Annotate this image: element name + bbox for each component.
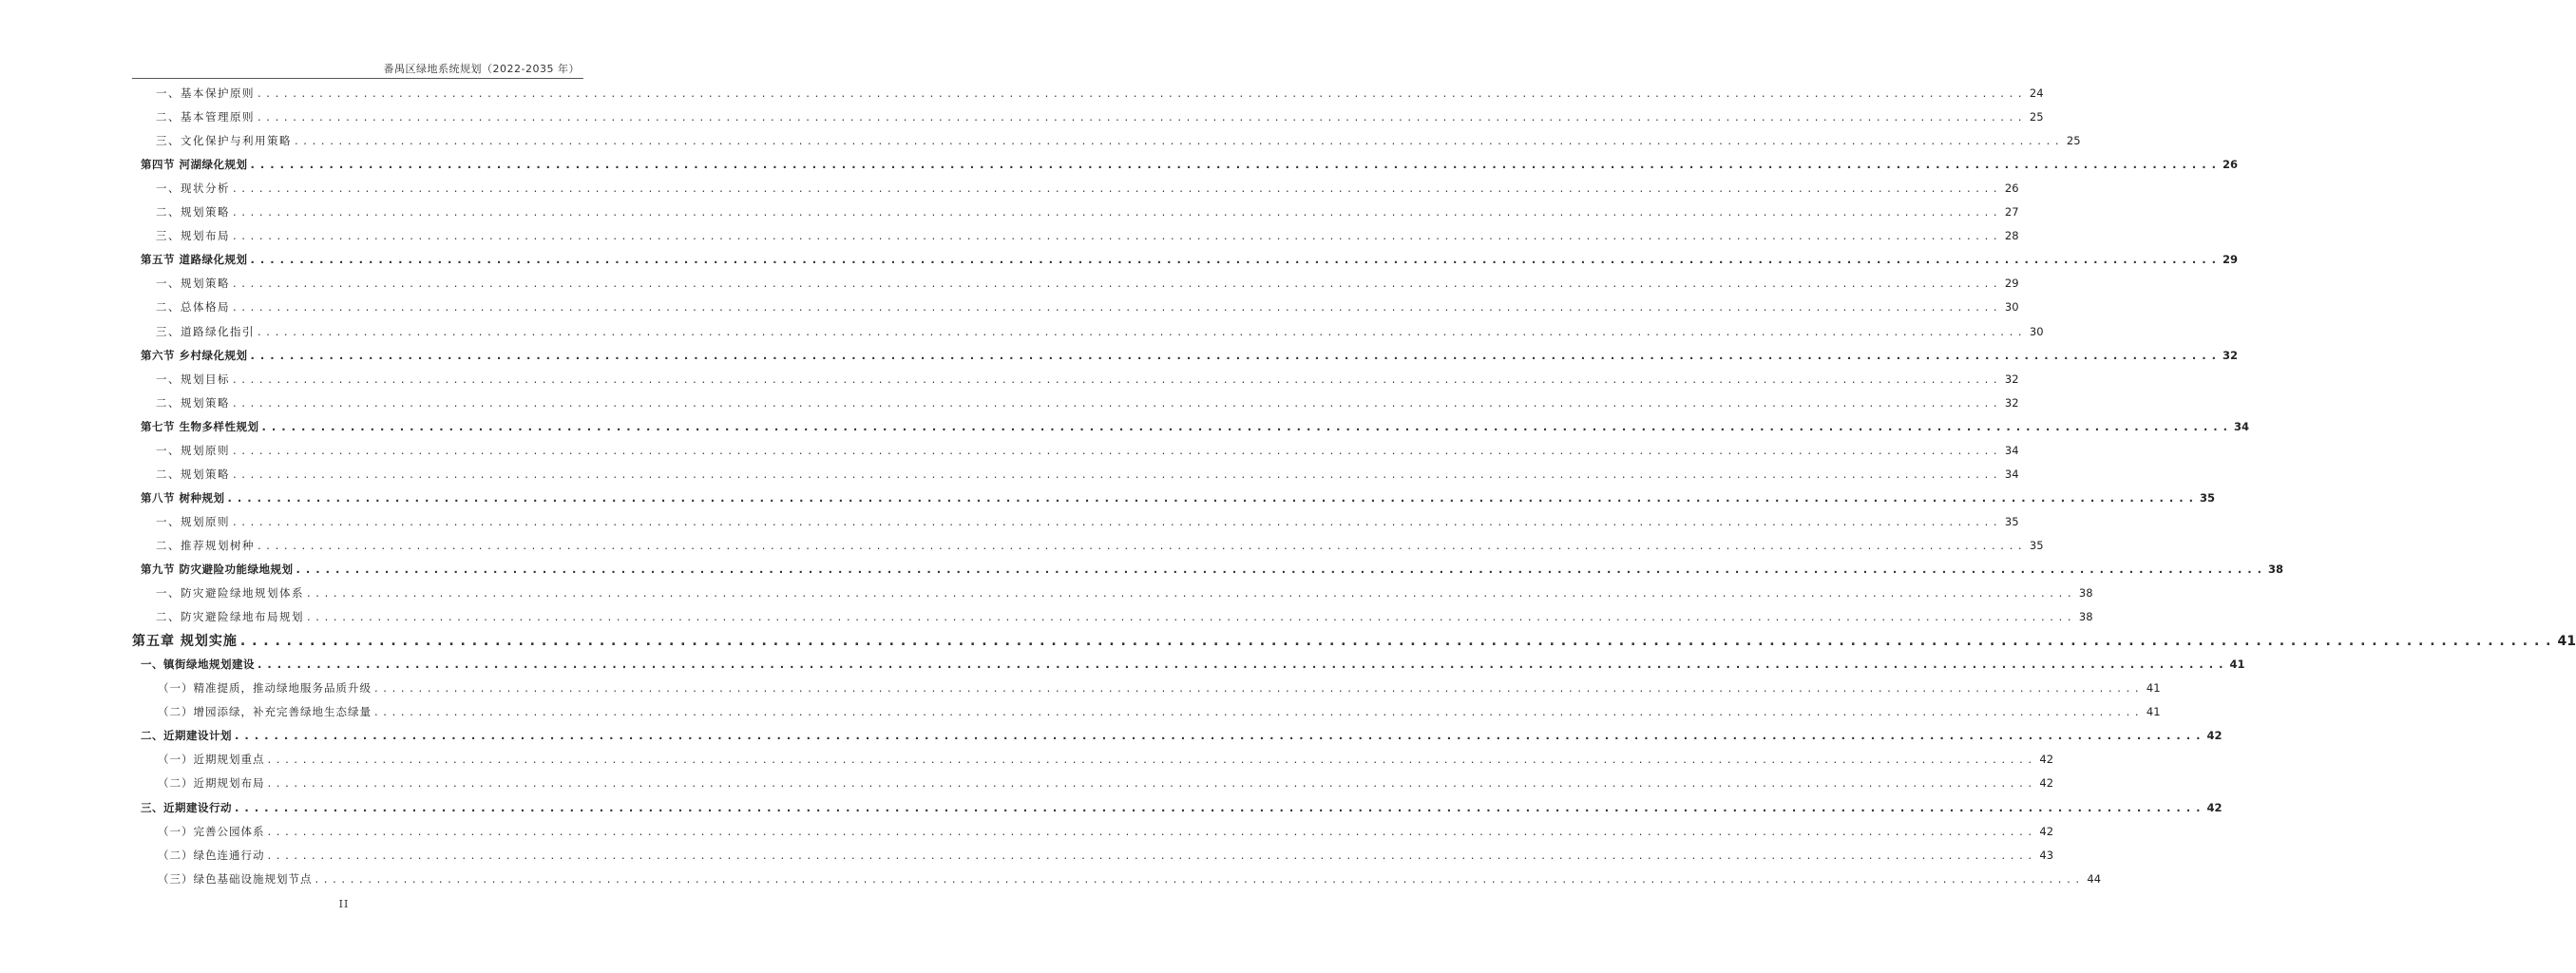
toc-entry-page: 29: [2004, 277, 2019, 291]
toc-dot-leader: . . . . . . . . . . . . . . . . . . . . . . . . . . . . . . . . . . . . . . . . . . . . . . . . . . . . . . . . . . . . . . . . . . . . . . . . . . . . . . . . . . . . . . . . . . . . . . . . . . . . . . . . . . . . . . . . . . . . . . . . . . . . . . . . . . . . . . . . . . . . . . . . . . . . . . . . . . . . . . . . . . . . . . . . . . . . . . . . . . . . . . . . . . . . . . . . . . . . . . . .: [315, 871, 2081, 886]
page-number: II: [338, 898, 350, 910]
toc-dot-leader: . . . . . . . . . . . . . . . . . . . . . . . . . . . . . . . . . . . . . . . . . . . . . . . . . . . . . . . . . . . . . . . . . . . . . . . . . . . . . . . . . . . . . . . . . . . . . . . . . . . . . . . . . . . . . . . . . . . . . . . . . . . . . . . . . . . . . . . . . . . . . . . . . . . . . . . . . . . . . . . . . . . . . . . . . . . . . . . . . . . . . . . . . . . . . . . . . . . . . . . .: [233, 395, 1998, 410]
toc-entry[interactable]: [156, 133, 2081, 148]
toc-entry-title: 三、文化保护与利用策略: [156, 134, 292, 148]
toc-entry-page: 27: [2004, 205, 2019, 219]
toc-entry-title: 二、规划策略: [156, 205, 230, 219]
toc-entry-title: 二、防灾避险绿地布局规划: [156, 610, 304, 624]
toc-entry[interactable]: [141, 419, 2249, 434]
toc-entry-page: 30: [2004, 300, 2019, 315]
toc-dot-leader: . . . . . . . . . . . . . . . . . . . . . . . . . . . . . . . . . . . . . . . . . . . . . . . . . . . . . . . . . . . . . . . . . . . . . . . . . . . . . . . . . . . . . . . . . . . . . . . . . . . . . . . . . . . . . . . . . . . . . . . . . . . . . . . . . . . . . . . . . . . . . . . . . . . . . . . . . . . . . . . . . . . . . . . . . . . . . . . . . . . . . . . . . . . . . . . . . . . . . . . .: [374, 681, 2140, 696]
toc-dot-leader: . . . . . . . . . . . . . . . . . . . . . . . . . . . . . . . . . . . . . . . . . . . . . . . . . . . . . . . . . . . . . . . . . . . . . . . . . . . . . . . . . . . . . . . . . . . . . . . . . . . . . . . . . . . . . . . . . . . . . . . . . . . . . . . . . . . . . . . . . . . . . . . . . . . . . . . . . . . . . . . . . . . . . . . . . . . . . . . . . . . . . . . . . . . . . . . . . . . . . . . .: [233, 372, 1998, 386]
toc-entry[interactable]: [156, 109, 2044, 124]
toc-entry-title: 二、基本管理原则: [156, 110, 255, 124]
toc-entry-page: 42: [2039, 753, 2054, 767]
toc-dot-leader: . . . . . . . . . . . . . . . . . . . . . . . . . . . . . . . . . . . . . . . . . . . . . . . . . . . . . . . . . . . . . . . . . . . . . . . . . . . . . . . . . . . . . . . . . . . . . . . . . . . . . . . . . . . . . . . . . . . . . . . . . . . . . . . . . . . . . . . . . . . . . . . . . . . . . . . . . . . . . . . . . . . . . . . . . . . . . . . . . . . . . . . . . . . . . . . . . . . . . . . .: [307, 586, 2072, 601]
toc-dot-leader: . . . . . . . . . . . . . . . . . . . . . . . . . . . . . . . . . . . . . . . . . . . . . . . . . . . . . . . . . . . . . . . . . . . . . . . . . . . . . . . . . . . . . . . . . . . . . . . . . . . . . . . . . . . . . . . . . . . . . . . . . . . . . . . . . . . . . . . . . . . . . . . . . . . . . . . . . . . . . . . . . . . . . . . . . . . . . . . . . . . . . . . . . . . . . . . . . . . . . . . .: [233, 514, 1998, 528]
toc-entry[interactable]: [141, 728, 2223, 743]
toc-dot-leader: . . . . . . . . . . . . . . . . . . . . . . . . . . . . . . . . . . . . . . . . . . . . . . . . . . . . . . . . . . . . . . . . . . . . . . . . . . . . . . . . . . . . . . . . . . . . . . . . . . . . . . . . . . . . . . . . . . . . . . . . . . . . . . . . . . . . . . . . . . . . . . . . . . . . . . . . . . . . . . . . . . . . . . . . . . . . . . . . . . . . . . . . . . . . . . . . . . . . . . . .: [250, 348, 2217, 362]
toc-dot-leader: . . . . . . . . . . . . . . . . . . . . . . . . . . . . . . . . . . . . . . . . . . . . . . . . . . . . . . . . . . . . . . . . . . . . . . . . . . . . . . . . . . . . . . . . . . . . . . . . . . . . . . . . . . . . . . . . . . . . . . . . . . . . . . . . . . . . . . . . . . . . . . . . . . . . . . . . . . . . . . . . . . . . . . . . . . . . . . . . . . . . . . . . . . . . . . . . . . . . . . . .: [267, 848, 2033, 862]
toc-dot-leader: . . . . . . . . . . . . . . . . . . . . . . . . . . . . . . . . . . . . . . . . . . . . . . . . . . . . . . . . . . . . . . . . . . . . . . . . . . . . . . . . . . . . . . . . . . . . . . . . . . . . . . . . . . . . . . . . . . . . . . . . . . . . . . . . . . . . . . . . . . . . . . . . . . . . . . . . . . . . . . . . . . . . . . . . . . . . . . . . . . . . . . . . . . . . . . . . . . . . . . . .: [267, 776, 2033, 791]
toc-dot-leader: . . . . . . . . . . . . . . . . . . . . . . . . . . . . . . . . . . . . . . . . . . . . . . . . . . . . . . . . . . . . . . . . . . . . . . . . . . . . . . . . . . . . . . . . . . . . . . . . . . . . . . . . . . . . . . . . . . . . . . . . . . . . . . . . . . . . . . . . . . . . . . . . . . . . . . . . . . . . . . . . . . . . . . . . . . . . . . . . . . . . . . . . . . . . . . . . . . . . . . . .: [258, 538, 2023, 552]
toc-entry[interactable]: [158, 752, 2054, 767]
toc-entry-title: 二、规划策略: [156, 395, 230, 410]
toc-entry-page: 42: [2039, 776, 2054, 791]
toc-entry-page: 41: [2146, 705, 2161, 719]
toc-entry-title: 第六节 乡村绿化规划: [141, 348, 248, 362]
toc-entry-title: 一、现状分析: [156, 181, 230, 196]
toc-entry-page: 34: [2004, 443, 2019, 457]
toc-entry[interactable]: [156, 181, 2019, 196]
toc-entry-page: 32: [2004, 372, 2019, 386]
toc-dot-leader: . . . . . . . . . . . . . . . . . . . . . . . . . . . . . . . . . . . . . . . . . . . . . . . . . . . . . . . . . . . . . . . . . . . . . . . . . . . . . . . . . . . . . . . . . . . . . . . . . . . . . . . . . . . . . . . . . . . . . . . . . . . . . . . . . . . . . . . . . . . . . . . . . . . . . . . . . . . . . . . . . . . . . . . . . . . . . . . . . . . . . . . . . . . . . . . . . . . . . . . .: [374, 705, 2140, 719]
toc-entry-title: 一、镇街绿地规划建设: [141, 658, 255, 672]
toc-entry-title: 第五章 规划实施: [132, 634, 238, 650]
toc-entry-page: 26: [2222, 158, 2238, 172]
toc-entry[interactable]: [156, 585, 2093, 601]
toc-entry-title: 第五节 道路绿化规划: [141, 253, 248, 267]
toc-dot-leader: . . . . . . . . . . . . . . . . . . . . . . . . . . . . . . . . . . . . . . . . . . . . . . . . . . . . . . . . . . . . . . . . . . . . . . . . . . . . . . . . . . . . . . . . . . . . . . . . . . . . . . . . . . . . . . . . . . . . . . . . . . . . . . . . . . . . . . . . . . . . . . . . . . . . . . . . . . . . . . . . . . . . . . . . . . . . . . . . . . . . . . . . . . . . . . . . . . . . . . . .: [258, 658, 2224, 672]
toc-entry[interactable]: [156, 324, 2044, 339]
toc-dot-leader: . . . . . . . . . . . . . . . . . . . . . . . . . . . . . . . . . . . . . . . . . . . . . . . . . . . . . . . . . . . . . . . . . . . . . . . . . . . . . . . . . . . . . . . . . . . . . . . . . . . . . . . . . . . . . . . . . . . . . . . . . . . . . . . . . . . . . . . . . . . . . . . . . . . . . . . . . . . . . . . . . . . . . . . . . . . . . . . . . . . . . . . . . . . . . . . . . . . . . . . .: [235, 729, 2202, 743]
toc-entry-page: 42: [2206, 729, 2223, 743]
toc-entry-page: 35: [2199, 490, 2215, 505]
toc-entry-page: 26: [2004, 181, 2019, 196]
toc-dot-leader: . . . . . . . . . . . . . . . . . . . . . . . . . . . . . . . . . . . . . . . . . . . . . . . . . . . . . . . . . . . . . . . . . . . . . . . . . . . . . . . . . . . . . . . . . . . . . . . . . . . . . . . . . . . . . . . . . . . . . . . . . . . . . . . . . . . . . . . . . . . . . . . . . . . . . . . . . . . . . . . . . . . . . . . . . . . . . . . . . . . . . . . . . . . . . . . . . . . . . . . .: [233, 467, 1998, 481]
toc-entry-title: 第四节 河湖绿化规划: [141, 158, 248, 172]
toc-entry-title: 一、规划目标: [156, 372, 230, 386]
toc-entry[interactable]: [156, 538, 2044, 553]
toc-entry-title: （一）精准提质，推动绿地服务品质升级: [158, 681, 372, 696]
toc-entry[interactable]: [156, 204, 2019, 219]
toc-entry-page: 42: [2206, 800, 2223, 814]
toc-entry-title: （一）完善公园体系: [158, 824, 265, 838]
toc-entry[interactable]: [158, 824, 2054, 839]
toc-entry-page: 35: [2029, 538, 2044, 552]
toc-entry[interactable]: [156, 86, 2044, 101]
toc-entry[interactable]: [141, 252, 2238, 267]
toc-entry[interactable]: [141, 157, 2238, 172]
toc-dot-leader: . . . . . . . . . . . . . . . . . . . . . . . . . . . . . . . . . . . . . . . . . . . . . . . . . . . . . . . . . . . . . . . . . . . . . . . . . . . . . . . . . . . . . . . . . . . . . . . . . . . . . . . . . . . . . . . . . . . . . . . . . . . . . . . . . . . . . . . . . . . . . . . . . . . . . . . . . . . . . . . . . . . . . . . . . . . . . . . . . . . . . . . . . . . . . . . . . . . . . . . .: [267, 753, 2033, 767]
toc-entry[interactable]: [141, 348, 2238, 363]
toc-entry[interactable]: [141, 657, 2245, 672]
toc-entry[interactable]: [156, 372, 2019, 387]
toc-entry-title: （二）增园添绿，补充完善绿地生态绿量: [158, 705, 372, 719]
toc-entry-page: 25: [2066, 134, 2081, 148]
toc-entry[interactable]: [158, 775, 2054, 791]
toc-entry-title: （二）近期规划布局: [158, 776, 265, 791]
toc-dot-leader: . . . . . . . . . . . . . . . . . . . . . . . . . . . . . . . . . . . . . . . . . . . . . . . . . . . . . . . . . . . . . . . . . . . . . . . . . . . . . . . . . . . . . . . . . . . . . . . . . . . . . . . . . . . . . . . . . . . . . . . . . . . . . . . . . . . . . . . . . . . . . . . . . . . . . . . . . . . . . . . . . . . . . . . . . . . . . . . . . . . . . . . . . . . . . . . . . . . . . . . .: [258, 86, 2023, 100]
toc-entry-page: 28: [2004, 229, 2019, 243]
toc-entry-page: 38: [2078, 610, 2093, 624]
toc-entry[interactable]: [156, 299, 2019, 315]
toc-entry[interactable]: [156, 467, 2019, 482]
toc-entry[interactable]: [158, 871, 2102, 887]
toc-entry-title: 二、总体格局: [156, 300, 230, 315]
toc-entry[interactable]: [141, 562, 2283, 577]
toc-entry-title: 第九节 防灾避险功能绿地规划: [141, 563, 294, 576]
toc-dot-leader: . . . . . . . . . . . . . . . . . . . . . . . . . . . . . . . . . . . . . . . . . . . . . . . . . . . . . . . . . . . . . . . . . . . . . . . . . . . . . . . . . . . . . . . . . . . . . . . . . . . . . . . . . . . . . . . . . . . . . . . . . . . . . . . . . . . . . . . . . . . . . . . . . . . . . . . . . . . . . . . . . . . . . . . . . . . . . . . . . . . . . . . . . . . . . . . . . . . . . . . .: [267, 824, 2033, 838]
toc-entry-title: 三、规划布局: [156, 229, 230, 243]
toc-entry-title: （三）绿色基础设施规划节点: [158, 871, 313, 886]
toc-entry-title: 一、规划原则: [156, 443, 230, 457]
toc-dot-leader: . . . . . . . . . . . . . . . . . . . . . . . . . . . . . . . . . . . . . . . . . . . . . . . . . . . . . . . . . . . . . . . . . . . . . . . . . . . . . . . . . . . . . . . . . . . . . . . . . . . . . . . . . . . . . . . . . . . . . . . . . . . . . . . . . . . . . . . . . . . . . . . . . . . . . . . . . . . . . . . . . . . . . . . . . . . . . . . . . . . . . . . . . . . . . . . . . . . . . . . .: [233, 181, 1998, 196]
toc-entry[interactable]: [156, 276, 2019, 291]
toc-entry-page: 24: [2029, 86, 2044, 100]
toc-entry-page: 30: [2029, 324, 2044, 338]
toc-entry-title: （二）绿色连通行动: [158, 848, 265, 862]
toc-entry-title: 三、道路绿化指引: [156, 324, 255, 338]
toc-entry-page: 29: [2222, 253, 2238, 267]
toc-dot-leader: . . . . . . . . . . . . . . . . . . . . . . . . . . . . . . . . . . . . . . . . . . . . . . . . . . . . . . . . . . . . . . . . . . . . . . . . . . . . . . . . . . . . . . . . . . . . . . . . . . . . . . . . . . . . . . . . . . . . . . . . . . . . . . . . . . . . . . . . . . . . . . . . . . . . . . . . . . . . . . . . . . . . . . . . . . . . . . . . . . . . . . . . . . . . . . . . . . . . . . . .: [227, 490, 2194, 505]
toc-entry-page: 32: [2004, 395, 2019, 410]
toc-entry-page: 25: [2029, 110, 2044, 124]
toc-entry-page: 41: [2557, 634, 2576, 650]
toc-entry[interactable]: [141, 800, 2223, 815]
toc-dot-leader: . . . . . . . . . . . . . . . . . . . . . . . . . . . . . . . . . . . . . . . . . . . . . . . . . . . . . . . . . . . . . . . . . . . . . . . . . . . . . . . . . . . . . . . . . . . . . . . . . . . . . . . . . . . . . . . . . . . . . . . . . . . . . . . . . . . . . . . . . . . . . . . . . . . . . . . . . . . . . . . . . . . . . . . . . . . . . . . . . . . . . . . . . . . . . . . . . . . . . . . .: [296, 563, 2262, 576]
toc-entry-page: 34: [2004, 467, 2019, 481]
toc-entry-title: 二、推荐规划树种: [156, 538, 255, 552]
toc-entry-page: 41: [2146, 681, 2161, 696]
toc-entry-title: 三、近期建设行动: [141, 800, 232, 814]
toc-entry-title: 一、规划策略: [156, 277, 230, 291]
toc-entry-title: （一）近期规划重点: [158, 753, 265, 767]
toc-dot-leader: . . . . . . . . . . . . . . . . . . . . . . . . . . . . . . . . . . . . . . . . . . . . . . . . . . . . . . . . . . . . . . . . . . . . . . . . . . . . . . . . . . . . . . . . . . . . . . . . . . . . . . . . . . . . . . . . . . . . . . . . . . . . . . . . . . . . . . . . . . . . . . . . . . . . . . . . . . . . . . . . . . . . . . . . . . . . . . . . . . . . . . . . . . . . . . . . . . . . . . . .: [233, 443, 1998, 457]
toc-entry-title: 一、基本保护原则: [156, 86, 255, 100]
toc-dot-leader: . . . . . . . . . . . . . . . . . . . . . . . . . . . . . . . . . . . . . . . . . . . . . . . . . . . . . . . . . . . . . . . . . . . . . . . . . . . . . . . . . . . . . . . . . . . . . . . . . . . . . . . . . . . . . . . . . . . . . . . . . . . . . . . . . . . . . . . . . . . . . . . . . . . . . . . . . . . . . . . . . . . . . . . . . . . . . . . . . . . . . . . . . . . . . . . . . . . . . . . .: [258, 324, 2023, 338]
toc-entry[interactable]: [156, 514, 2019, 529]
toc-dot-leader: . . . . . . . . . . . . . . . . . . . . . . . . . . . . . . . . . . . . . . . . . . . . . . . . . . . . . . . . . . . . . . . . . . . . . . . . . . . . . . . . . . . . . . . . . . . . . . . . . . . . . . . . . . . . . . . . . . . . . . . . . . . . . . . . . . . . . . . . . . . . . . . . . . . . . . . . . . . . . . . . . . . . . . . . . . . . . . . . . . . . . . . . . . . . . . . . . . . . . . . .: [295, 134, 2060, 148]
toc-entry[interactable]: [156, 228, 2019, 243]
toc-entry-title: 一、防灾避险绿地规划体系: [156, 586, 304, 601]
toc-entry[interactable]: [132, 631, 2576, 650]
toc-entry[interactable]: [156, 609, 2093, 624]
toc-entry-page: 43: [2039, 848, 2054, 862]
toc-entry-title: 二、近期建设计划: [141, 729, 232, 743]
toc-dot-leader: . . . . . . . . . . . . . . . . . . . . . . . . . . . . . . . . . . . . . . . . . . . . . . . . . . . . . . . . . . . . . . . . . . . . . . . . . . . . . . . . . . . . . . . . . . . . . . . . . . . . . . . . . . . . . . . . . . . . . . . . . . . . . . . . . . . . . . . . . . . . . . . . . . . . . . . . . . . . . . . . . . . . . . . . . . . . . . . . . . . . . . . . . . . . . . . . . . . . . . . .: [233, 205, 1998, 219]
header-rule: [132, 78, 583, 79]
toc-entry[interactable]: [141, 490, 2215, 506]
toc-entry[interactable]: [156, 395, 2019, 410]
toc-entry-page: 32: [2222, 348, 2238, 362]
toc-entry-title: 第八节 树种规划: [141, 490, 225, 505]
toc-entry-page: 42: [2039, 824, 2054, 838]
toc-entry[interactable]: [158, 848, 2054, 863]
toc-entry-page: 34: [2233, 419, 2249, 433]
toc-dot-leader: . . . . . . . . . . . . . . . . . . . . . . . . . . . . . . . . . . . . . . . . . . . . . . . . . . . . . . . . . . . . . . . . . . . . . . . . . . . . . . . . . . . . . . . . . . . . . . . . . . . . . . . . . . . . . . . . . . . . . . . . . . . . . . . . . . . . . . . . . . . . . . . . . . . . . . . . . . . . . . . . . . . . . . . . . . . . . . . . . . . . . . . . . . . . . . . . . . . . . . . .: [307, 610, 2072, 624]
toc-dot-leader: . . . . . . . . . . . . . . . . . . . . . . . . . . . . . . . . . . . . . . . . . . . . . . . . . . . . . . . . . . . . . . . . . . . . . . . . . . . . . . . . . . . . . . . . . . . . . . . . . . . . . . . . . . . . . . . . . . . . . . . . . . . . . . . . . . . . . . . . . . . . . . . . . . . . . . . . . . . . . . . . . . . . . . . . . . . . . . . . . . . . . . . . . . . . . . . . . . . . . . . .: [233, 300, 1998, 315]
toc-dot-leader: . . . . . . . . . . . . . . . . . . . . . . . . . . . . . . . . . . . . . . . . . . . . . . . . . . . . . . . . . . . . . . . . . . . . . . . . . . . . . . . . . . . . . . . . . . . . . . . . . . . . . . . . . . . . . . . . . . . . . . . . . . . . . . . . . . . . . . . . . . . . . . . . . . . . . . . . . . . . . . . . . . . . . . . . . . . . . . . . . . . . . . . . . . . . . . . . . . . . . . . .: [261, 419, 2228, 433]
toc-entry-page: 38: [2078, 586, 2093, 601]
toc-entry-page: 41: [2229, 658, 2245, 672]
toc-entry-title: 第七节 生物多样性规划: [141, 419, 259, 433]
toc-dot-leader: . . . . . . . . . . . . . . . . . . . . . . . . . . . . . . . . . . . . . . . . . . . . . . . . . . . . . . . . . . . . . . . . . . . . . . . . . . . . . . . . . . . . . . . . . . . . . . . . . . . . . . . . . . . . . . . . . . . . . . . . . . . . . . . . . . . . . . . . . . . . . . . . . . . . . . . . . . . . . . . . . . . . . . . . . . . . . . . . . . . . . . . . . . . . . . . . . . . . . . . .: [239, 634, 2552, 650]
toc-entry-page: 35: [2004, 514, 2019, 528]
toc-entry[interactable]: [158, 704, 2161, 719]
toc-entry-page: 44: [2087, 871, 2102, 886]
toc-entry[interactable]: [158, 680, 2161, 696]
toc-entry-page: 38: [2267, 563, 2283, 576]
toc-dot-leader: . . . . . . . . . . . . . . . . . . . . . . . . . . . . . . . . . . . . . . . . . . . . . . . . . . . . . . . . . . . . . . . . . . . . . . . . . . . . . . . . . . . . . . . . . . . . . . . . . . . . . . . . . . . . . . . . . . . . . . . . . . . . . . . . . . . . . . . . . . . . . . . . . . . . . . . . . . . . . . . . . . . . . . . . . . . . . . . . . . . . . . . . . . . . . . . . . . . . . . . .: [233, 277, 1998, 291]
toc-entry-title: 二、规划策略: [156, 467, 230, 481]
toc-entry-title: 一、规划原则: [156, 514, 230, 528]
toc-dot-leader: . . . . . . . . . . . . . . . . . . . . . . . . . . . . . . . . . . . . . . . . . . . . . . . . . . . . . . . . . . . . . . . . . . . . . . . . . . . . . . . . . . . . . . . . . . . . . . . . . . . . . . . . . . . . . . . . . . . . . . . . . . . . . . . . . . . . . . . . . . . . . . . . . . . . . . . . . . . . . . . . . . . . . . . . . . . . . . . . . . . . . . . . . . . . . . . . . . . . . . . .: [250, 158, 2217, 172]
toc-dot-leader: . . . . . . . . . . . . . . . . . . . . . . . . . . . . . . . . . . . . . . . . . . . . . . . . . . . . . . . . . . . . . . . . . . . . . . . . . . . . . . . . . . . . . . . . . . . . . . . . . . . . . . . . . . . . . . . . . . . . . . . . . . . . . . . . . . . . . . . . . . . . . . . . . . . . . . . . . . . . . . . . . . . . . . . . . . . . . . . . . . . . . . . . . . . . . . . . . . . . . . . .: [235, 800, 2202, 814]
toc-dot-leader: . . . . . . . . . . . . . . . . . . . . . . . . . . . . . . . . . . . . . . . . . . . . . . . . . . . . . . . . . . . . . . . . . . . . . . . . . . . . . . . . . . . . . . . . . . . . . . . . . . . . . . . . . . . . . . . . . . . . . . . . . . . . . . . . . . . . . . . . . . . . . . . . . . . . . . . . . . . . . . . . . . . . . . . . . . . . . . . . . . . . . . . . . . . . . . . . . . . . . . . .: [258, 110, 2023, 124]
running-header: 番禺区绿地系统规划（2022-2035 年）: [383, 63, 580, 75]
toc-dot-leader: . . . . . . . . . . . . . . . . . . . . . . . . . . . . . . . . . . . . . . . . . . . . . . . . . . . . . . . . . . . . . . . . . . . . . . . . . . . . . . . . . . . . . . . . . . . . . . . . . . . . . . . . . . . . . . . . . . . . . . . . . . . . . . . . . . . . . . . . . . . . . . . . . . . . . . . . . . . . . . . . . . . . . . . . . . . . . . . . . . . . . . . . . . . . . . . . . . . . . . . .: [233, 229, 1998, 243]
toc-dot-leader: . . . . . . . . . . . . . . . . . . . . . . . . . . . . . . . . . . . . . . . . . . . . . . . . . . . . . . . . . . . . . . . . . . . . . . . . . . . . . . . . . . . . . . . . . . . . . . . . . . . . . . . . . . . . . . . . . . . . . . . . . . . . . . . . . . . . . . . . . . . . . . . . . . . . . . . . . . . . . . . . . . . . . . . . . . . . . . . . . . . . . . . . . . . . . . . . . . . . . . . .: [250, 253, 2217, 267]
toc-entry[interactable]: [156, 443, 2019, 458]
